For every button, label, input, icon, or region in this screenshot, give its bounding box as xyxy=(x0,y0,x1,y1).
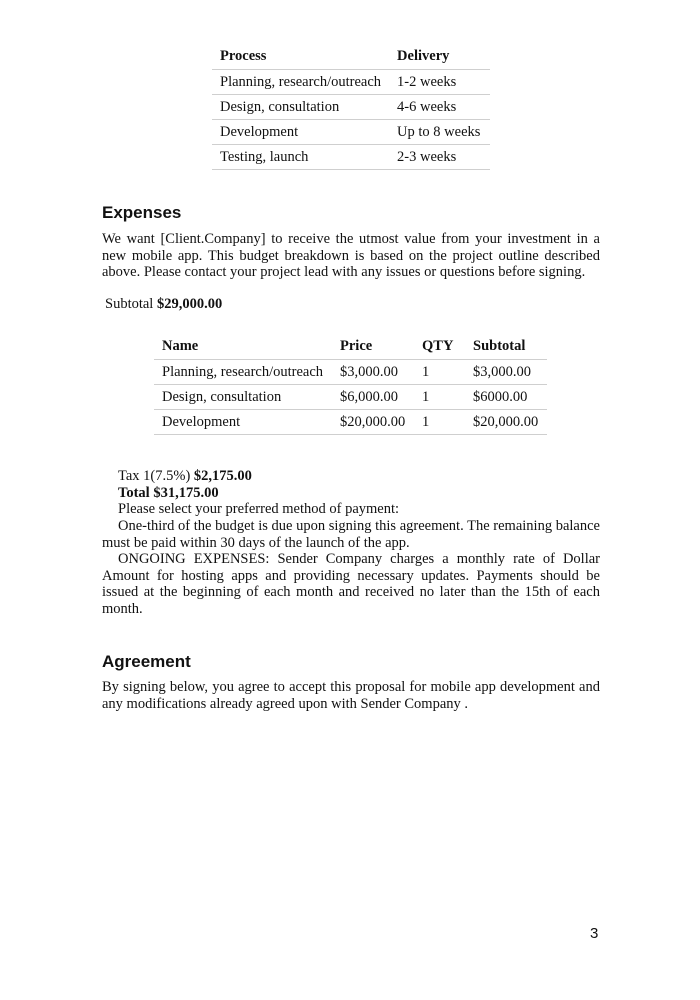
table-cell: 1-2 weeks xyxy=(389,70,490,95)
table-row xyxy=(212,95,490,120)
tax-label: Tax 1(7.5%) xyxy=(118,468,191,484)
subtotal-value: $29,000.00 xyxy=(156,296,223,312)
table-cell: 1 xyxy=(414,410,465,435)
subtotal-line xyxy=(105,296,222,313)
table-header-row xyxy=(154,334,547,360)
table-cell: Development xyxy=(154,410,332,435)
total-line xyxy=(118,485,219,502)
table-header-row xyxy=(212,44,490,70)
column-header-process: Process xyxy=(212,44,389,70)
page-number: 3 xyxy=(590,925,599,942)
table-cell: Planning, research/outreach xyxy=(154,360,332,385)
table-cell: 4-6 weeks xyxy=(389,95,490,120)
column-header-delivery: Delivery xyxy=(389,44,490,70)
total-label: Total xyxy=(118,485,150,501)
table-cell: Up to 8 weeks xyxy=(389,120,490,145)
total-value: $31,175.00 xyxy=(153,485,219,501)
table-cell: $6,000.00 xyxy=(332,385,414,410)
table-cell: Development xyxy=(212,120,389,145)
expenses-heading: Expenses xyxy=(102,203,182,222)
table-cell: Testing, launch xyxy=(212,145,389,170)
table-row xyxy=(212,70,490,95)
table-cell: $3,000.00 xyxy=(465,360,547,385)
expenses-intro-paragraph: We want [Client.Company] to receive the utmost value from your investment in a new mobile app. This budget breakdown is based on the project outline described above. Please contact your project lead with any issues or questions before signing. xyxy=(102,231,600,281)
expenses-table xyxy=(154,334,547,435)
subtotal-label: Subtotal xyxy=(105,296,154,312)
table-cell: $20,000.00 xyxy=(465,410,547,435)
table-row xyxy=(212,120,490,145)
payment-terms-paragraph: One-third of the budget is due upon signing this agreement. The remaining balance must be paid within 30 days of the launch of the app. xyxy=(102,518,600,551)
payment-method-prompt: Please select your preferred method of payment: xyxy=(118,501,400,517)
table-row xyxy=(154,410,547,435)
ongoing-expenses-paragraph: ONGOING EXPENSES: Sender Company charges a monthly rate of Dollar Amount for hosting apps and providing necessary updates. Payments should be issued at the beginning of each month and received no later than the 15th of each month. xyxy=(102,551,600,617)
table-cell: $3,000.00 xyxy=(332,360,414,385)
process-delivery-table xyxy=(212,44,490,170)
tax-line xyxy=(118,468,252,485)
table-cell: $20,000.00 xyxy=(332,410,414,435)
tax-value: $2,175.00 xyxy=(193,468,252,484)
table-cell: 2-3 weeks xyxy=(389,145,490,170)
table-row xyxy=(154,385,547,410)
agreement-heading: Agreement xyxy=(102,652,191,671)
column-header-price: Price xyxy=(332,334,414,360)
table-cell: 1 xyxy=(414,360,465,385)
column-header-subtotal: Subtotal xyxy=(465,334,547,360)
table-cell: Planning, research/outreach xyxy=(212,70,389,95)
table-cell: 1 xyxy=(414,385,465,410)
table-row xyxy=(154,360,547,385)
table-cell: Design, consultation xyxy=(212,95,389,120)
table-cell: Design, consultation xyxy=(154,385,332,410)
agreement-paragraph: By signing below, you agree to accept this proposal for mobile app development and any modifications already agreed upon with Sender Company . xyxy=(102,679,600,712)
column-header-qty: QTY xyxy=(414,334,465,360)
table-row xyxy=(212,145,490,170)
table-cell: $6000.00 xyxy=(465,385,547,410)
column-header-name: Name xyxy=(154,334,332,360)
